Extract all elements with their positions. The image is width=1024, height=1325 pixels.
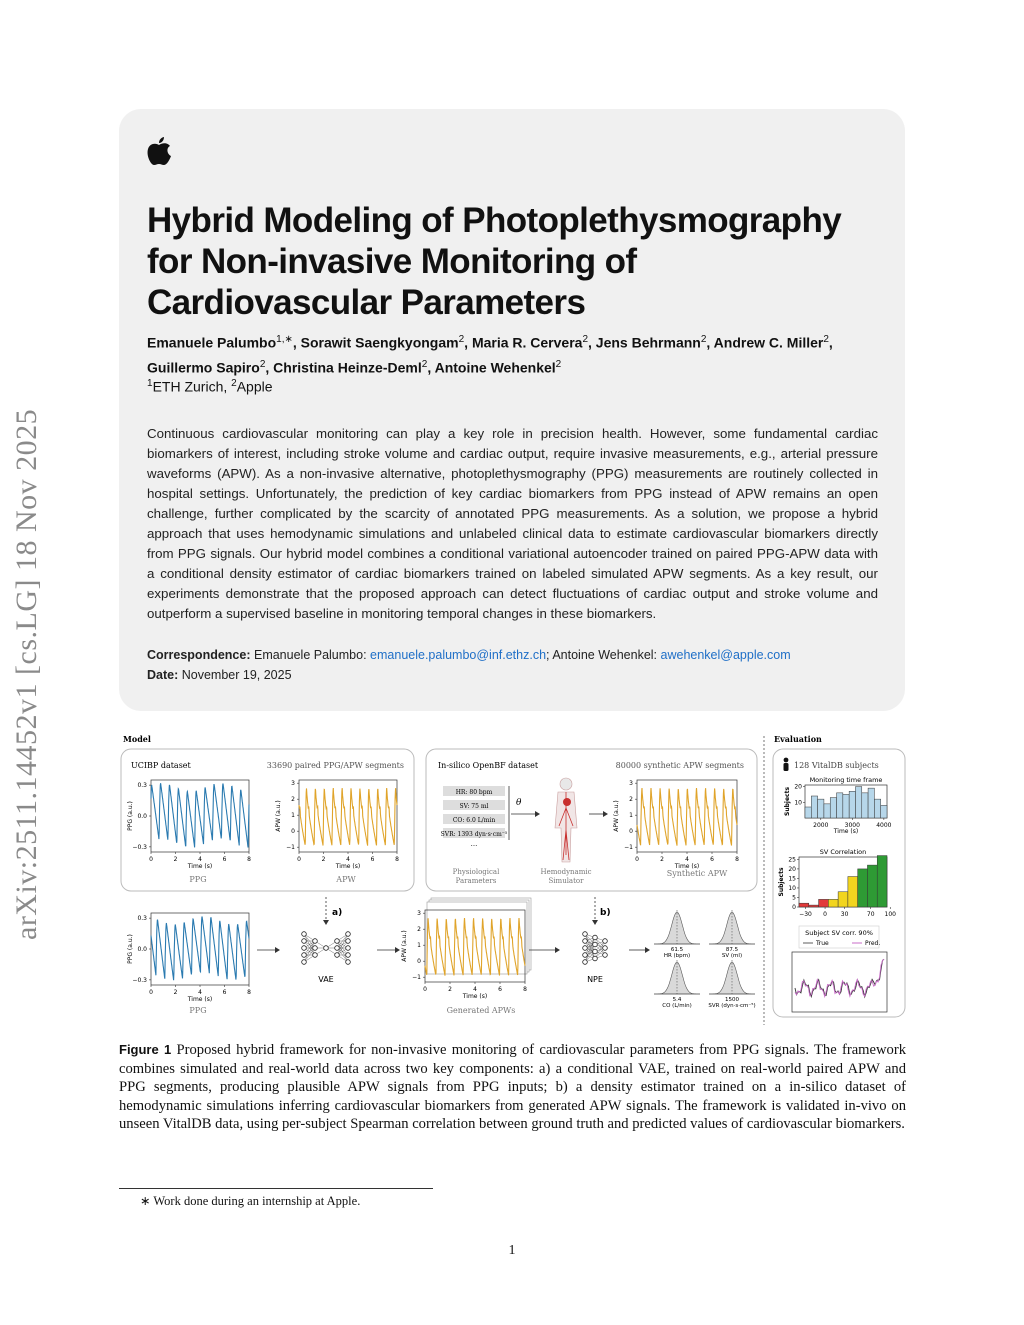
x-tick-label: 2: [321, 856, 326, 863]
network-node: [583, 953, 588, 958]
network-node: [346, 946, 351, 951]
network-node: [583, 960, 588, 965]
hist-bar: [809, 905, 819, 907]
posterior-plots: [654, 910, 756, 1009]
svg-text:Simulator: Simulator: [548, 877, 584, 885]
network-node: [313, 939, 318, 944]
x-tick-label: 0: [149, 989, 153, 996]
x-axis-label: Time (s): [674, 863, 700, 870]
y-tick-label: 1: [629, 812, 633, 820]
body-simulator-icon: [555, 778, 577, 862]
network-node: [335, 939, 340, 944]
network-node: [583, 939, 588, 944]
hist-bar: [811, 796, 817, 818]
vitaldb-label: 128 VitalDB subjects: [794, 761, 879, 770]
x-tick-label: 8: [735, 856, 739, 863]
author-name: Guillermo Sapiro: [147, 359, 260, 376]
author-name: Sorawit Saengkyongam: [300, 334, 459, 351]
x-tick-label: 0: [823, 911, 827, 918]
ppg-waveform: [151, 783, 249, 847]
svg-text:Synthetic APW: Synthetic APW: [666, 869, 728, 878]
y-tick-label: 20: [794, 783, 802, 791]
y-tick-label: −1: [286, 844, 295, 852]
x-tick-label: 8: [247, 856, 251, 863]
hist-bar: [824, 804, 830, 818]
hist-bar: [818, 799, 824, 818]
hist-bar: [858, 869, 868, 907]
figure-caption: Figure 1 Proposed hybrid framework for non-invasive monitoring of cardiovascular parameters from PPG signals. The framework combines simulated and real-world data across two key components: a) a conditional VAE, trained on real-world paired APW and PPG segments, producing plausible APW signals from PPG inputs; b) a density estimator trained on a in-silico dataset of hemodynamic simulations inferring cardiovascular biomarkers from generated APW signals. The framework is validated in-vivo on unseen VitalDB data, using per-subject Spearman correlation between ground truth and predicted values of cardiovascular biomarkers.: [119, 1042, 906, 1132]
x-tick-label: 100: [884, 911, 896, 918]
x-tick-label: 2000: [813, 822, 829, 829]
x-tick-label: 0: [149, 856, 153, 863]
sv-true-line: [795, 959, 884, 997]
network-node: [335, 946, 340, 951]
y-tick-label: 3: [629, 780, 633, 788]
posterior-value: 61.5: [670, 947, 684, 953]
y-tick-label: 3: [291, 780, 295, 788]
hist-bar: [867, 865, 877, 907]
x-tick-label: 6: [370, 856, 375, 863]
abstract: Continuous cardiovascular monitoring can play a key role in precision health. However, some fundamental cardiac biomarkers of interest, including stroke volume and cardiac output, require invasive measurements, e.g., arterial pressure waveforms (APW). As a non-invasive alternative, photoplethysmography (PPG) measurements are routinely collected in hospital settings. Unfortunately, the prediction of key cardiac biomarkers from PPG instead of APW remains an open challenge, further complicated by the scarcity of annotated PPG measurements. As a solution, we propose a hybrid approach that uses hemodynamic simulations and unlabeled clinical data to estimate cardiovascular biomarkers directly from PPG signals. Our hybrid model combines a conditional variational autoencoder trained on paired PPG-APW data with a conditional density estimator of cardiac biomarkers trained on labeled simulated APW segments. As a key result, our experiments demonstrate that the proposed approach can detect fluctuations of cardiac output and stroke volume and outperform a supervised baseline in monitoring temporal changes in these biomarkers.: [147, 426, 878, 621]
posterior-label: SV (ml): [721, 953, 743, 959]
y-tick-label: 2: [417, 926, 421, 934]
svg-text:SVR: 1393 dyn·s·cm⁻⁵: SVR: 1393 dyn·s·cm⁻⁵: [440, 831, 508, 838]
x-tick-label: 4: [198, 856, 202, 863]
x-axis-label: Time (s): [462, 993, 488, 1000]
y-tick-label: 2: [291, 796, 295, 804]
network-node: [302, 932, 307, 937]
x-tick-label: 0: [423, 986, 427, 993]
hist-bar: [855, 787, 861, 818]
person-icon: [784, 758, 789, 771]
ppg-caption: PPG: [189, 875, 207, 884]
tag-a: a): [332, 908, 343, 918]
insilico-count: 80000 synthetic APW segments: [615, 761, 744, 770]
x-tick-label: 70: [866, 911, 875, 918]
svg-text:True: True: [816, 940, 829, 947]
posterior-value: 1500: [725, 997, 739, 1003]
hist-bar: [843, 794, 849, 818]
posterior-label: CO (L/min): [662, 1003, 692, 1009]
x-tick-label: 8: [523, 986, 527, 993]
x-tick-label: 2: [173, 856, 178, 863]
author-list: Emanuele Palumbo$^{1,∗}$, Sorawit Saengkyongam$^2$, Maria R. Cervera$^2$, Jens Behrmann$^2$, Andrew C. Miller$^2$, Guillermo Sapiro$^2$, Christina Heinze-Deml$^2$, Antoine Wehenkel$^2$: [147, 334, 833, 376]
ucibp-title: UCIBP dataset: [131, 761, 191, 770]
network-node: [313, 946, 318, 951]
y-tick-label: −1: [412, 974, 421, 982]
network-node: [593, 956, 598, 961]
evaluation-label: Evaluation: [774, 734, 822, 744]
hist-bar: [848, 877, 858, 907]
y-tick-label: 25: [788, 856, 796, 864]
posterior-label: SVR (dyn·s·cm⁻⁵): [708, 1003, 756, 1009]
y-tick-label: 15: [788, 875, 796, 883]
affiliations: $^1$ETH Zurich, $^2$Apple: [147, 378, 273, 395]
sv-trace-plot: [795, 959, 884, 997]
x-tick-label: 4000: [876, 822, 892, 829]
network-node: [302, 953, 307, 958]
svg-text:Parameters: Parameters: [455, 877, 497, 885]
hist-bar: [877, 856, 887, 907]
sv-pred-line: [795, 959, 884, 996]
x-tick-label: −30: [799, 911, 812, 918]
x-tick-label: 30: [840, 911, 849, 918]
y-tick-label: 10: [788, 884, 796, 892]
hist-bar: [828, 899, 838, 907]
svg-text:Physiological: Physiological: [452, 868, 500, 876]
network-node: [603, 953, 608, 958]
y-axis-label: Subjects: [778, 867, 785, 897]
arxiv-identifier: arXiv:2511.14452v1 [cs.LG] 18 Nov 2025: [10, 408, 43, 940]
y-axis-label: Subjects: [784, 786, 791, 817]
svg-text:HR: 80 bpm: HR: 80 bpm: [455, 789, 493, 796]
y-axis-label: PPG (a.u.): [127, 934, 134, 964]
y-axis-label: APW (a.u.): [275, 800, 282, 832]
posterior-label: HR (bpm): [663, 953, 691, 959]
y-axis-label: APW (a.u.): [401, 930, 408, 962]
network-node: [603, 946, 608, 951]
x-tick-label: 2: [448, 986, 452, 993]
npe-label: NPE: [587, 975, 603, 984]
svg-text:CO: 6.0 L/min: CO: 6.0 L/min: [452, 817, 496, 824]
x-tick-label: 2: [660, 856, 664, 863]
footnote: ∗ Work done during an internship at Apple.: [140, 1194, 361, 1208]
y-tick-label: 0: [417, 958, 421, 966]
network-node: [313, 953, 318, 958]
svg-text:PPG: PPG: [189, 1006, 207, 1015]
y-axis-label: APW (a.u.): [613, 800, 620, 832]
y-tick-label: 0: [291, 828, 295, 836]
hist-title: Monitoring time frame: [809, 776, 883, 784]
hist-bar: [830, 798, 836, 818]
x-tick-label: 3000: [844, 822, 860, 829]
y-tick-label: 2: [629, 796, 633, 804]
posterior-value: 5.4: [672, 997, 682, 1003]
ucibp-count: 33690 paired PPG/APW segments: [266, 761, 404, 770]
y-tick-label: 0.0: [137, 813, 147, 820]
y-axis-label: PPG (a.u.): [127, 801, 134, 831]
hist-bar: [819, 899, 829, 907]
apw-plot: [275, 780, 399, 870]
hist-bar: [799, 903, 809, 907]
x-tick-label: 6: [498, 986, 502, 993]
network-node: [302, 939, 307, 944]
author-name: Jens Behrmann: [595, 334, 701, 351]
svg-text:Subject SV corr. 90%: Subject SV corr. 90%: [805, 929, 873, 937]
author-name: Christina Heinze-Deml: [273, 359, 422, 376]
network-node: [593, 949, 598, 954]
ppg-plot: [127, 780, 251, 870]
x-tick-label: 4: [198, 989, 202, 996]
network-node: [593, 935, 598, 940]
hist-bar: [868, 788, 874, 818]
y-tick-label: 10: [794, 799, 802, 807]
x-tick-label: 0: [297, 856, 301, 863]
y-tick-label: −0.3: [132, 843, 147, 851]
y-tick-label: 0.0: [137, 946, 147, 953]
email-link[interactable]: awehenkel@apple.com: [660, 648, 791, 662]
paper-title: Hybrid Modeling of Photoplethysmography for Non-invasive Monitoring of Cardiovascular Parameters: [147, 201, 842, 322]
x-tick-label: 0: [635, 856, 639, 863]
apw-caption: APW: [336, 875, 356, 884]
ppg-waveform: [151, 917, 249, 981]
hist-bar: [881, 805, 887, 818]
y-tick-label: 0: [629, 828, 633, 836]
author-name: Maria R. Cervera: [471, 334, 583, 351]
y-tick-label: 20: [788, 865, 796, 873]
hist-bar: [849, 791, 855, 818]
hist-bar: [838, 892, 848, 907]
apple-logo-icon: [146, 137, 172, 167]
svg-text:Pred.: Pred.: [865, 940, 881, 947]
network-node: [302, 960, 307, 965]
sv-correlation-histogram: [778, 848, 896, 918]
ppg-input-plot: [127, 913, 251, 1003]
correspondence: Correspondence: Emanuele Palumbo: emanuele.palumbo@inf.ethz.ch; Antoine Wehenkel: awehenkel@apple.com: [147, 648, 791, 662]
y-tick-label: 0.3: [137, 915, 147, 923]
network-node: [583, 932, 588, 937]
network-node: [603, 939, 608, 944]
y-tick-label: 3: [417, 910, 421, 918]
y-tick-label: 1: [291, 812, 295, 820]
publication-date: Date: November 19, 2025: [147, 668, 292, 682]
svg-text:Generated APWs: Generated APWs: [446, 1006, 516, 1015]
x-axis-label: Time (s): [335, 863, 361, 870]
svg-text:SV: 75 ml: SV: 75 ml: [459, 803, 489, 810]
x-tick-label: 6: [222, 856, 227, 863]
network-node: [302, 946, 307, 951]
email-link[interactable]: emanuele.palumbo@inf.ethz.ch: [370, 648, 547, 662]
x-tick-label: 6: [222, 989, 227, 996]
x-tick-label: 4: [346, 856, 350, 863]
hist-title: SV Correlation: [819, 848, 867, 856]
generated-apw-plot: [401, 898, 531, 1000]
network-node: [346, 960, 351, 965]
vae-network-icon: [302, 932, 351, 965]
svg-text:θ: θ: [516, 798, 522, 808]
apw-waveform: [637, 788, 737, 846]
model-label: Model: [123, 734, 151, 744]
apw-waveform: [299, 788, 397, 846]
y-tick-label: 1: [417, 942, 421, 950]
y-tick-label: 5: [792, 894, 796, 902]
y-tick-label: 0.3: [137, 782, 147, 790]
x-tick-label: 2: [173, 989, 178, 996]
author-name: Emanuele Palumbo: [147, 334, 277, 351]
hist-bar: [837, 793, 843, 818]
network-node: [324, 946, 329, 951]
network-node: [583, 946, 588, 951]
svg-text:...: ...: [470, 840, 478, 848]
synthetic-apw-plot: [613, 780, 739, 870]
x-axis-label: Time (s): [187, 996, 213, 1003]
x-tick-label: 8: [247, 989, 251, 996]
y-tick-label: 0: [792, 904, 796, 911]
tag-b: b): [600, 908, 611, 918]
hist-bar: [862, 793, 868, 818]
svg-text:Hemodynamic: Hemodynamic: [540, 868, 592, 876]
network-node: [346, 939, 351, 944]
x-axis-label: Time (s): [187, 863, 213, 870]
posterior-value: 87.5: [725, 947, 739, 953]
network-node: [346, 953, 351, 958]
hist-bar: [874, 799, 880, 818]
x-axis-label: Time (s): [833, 828, 859, 835]
x-tick-label: 4: [685, 856, 689, 863]
monitoring-time-histogram: [784, 776, 892, 835]
network-node: [346, 932, 351, 937]
vae-label: VAE: [318, 975, 334, 984]
figure-1: [119, 730, 909, 1030]
author-name: Antoine Wehenkel: [434, 359, 556, 376]
network-node: [335, 953, 340, 958]
footnote-rule: [119, 1188, 433, 1189]
author-name: Andrew C. Miller: [713, 334, 824, 351]
page-number: 1: [508, 1243, 516, 1258]
y-tick-label: −1: [624, 844, 633, 852]
insilico-title: In-silico OpenBF dataset: [438, 761, 539, 770]
network-node: [593, 942, 598, 947]
y-tick-label: −0.3: [132, 976, 147, 984]
hist-bar: [805, 807, 811, 818]
npe-network-icon: [583, 932, 608, 965]
x-tick-label: 8: [395, 856, 399, 863]
x-tick-label: 6: [710, 856, 714, 863]
x-tick-label: 4: [473, 986, 477, 993]
